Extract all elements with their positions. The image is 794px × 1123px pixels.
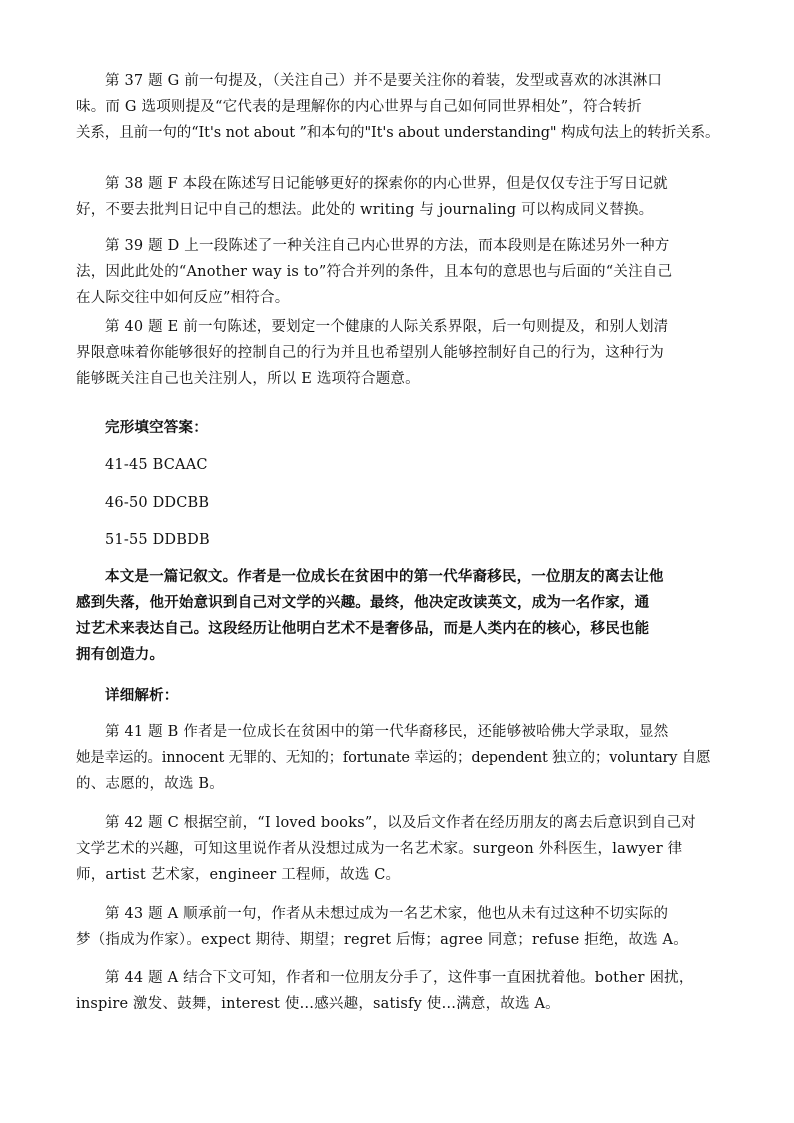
cloze-heading: 完形填空答案： (105, 419, 208, 436)
cloze-answers (76, 415, 726, 441)
detail-line: 第 42 题 C 根据空前，“I loved books”，以及后文作者在经历朋友的离去后意识到自己对 (105, 815, 696, 831)
paragraph-q38 (76, 171, 726, 223)
detail-line: 文学艺术的兴趣，可知这里说作者从没想过成为一名艺术家。surgeon 外科医生，lawyer 律 (76, 841, 683, 857)
paragraph-line: 在人际交往中如何反应”相符合。 (76, 290, 290, 306)
paragraph-q39 (76, 233, 726, 311)
cloze-answer-row (76, 490, 726, 516)
detail-line: 第 44 题 A 结合下文可知，作者和一位朋友分手了，这件事一直困扰着他。bother 困扰， (105, 970, 694, 986)
detail-q41 (76, 719, 726, 797)
summary-paragraph (76, 564, 726, 668)
detail-q42 (76, 810, 726, 888)
paragraph-line: 法，因此此处的“Another way is to”符合并列的条件，且本句的意思也与后面的“关注自己 (76, 264, 673, 280)
paragraph-line: 关系，且前一句的“It's not about ”和本句的"It's about understanding" 构成句法上的转折关系。 (76, 125, 720, 141)
detail-q44 (76, 965, 726, 1017)
detail-q43 (76, 901, 726, 953)
paragraph-line: 界限意味着你能够很好的控制自己的行为并且也希望别人能够控制好自己的行为，这种行为 (76, 345, 664, 361)
paragraph-line: 能够既关注自己也关注别人，所以 E 选项符合题意。 (76, 371, 420, 387)
summary-line: 感到失落，他开始意识到自己对文学的兴趣。最终，他决定改读英文，成为一名作家，通 (76, 594, 650, 611)
answer-line: 41-45 BCAAC (105, 457, 208, 473)
summary-line: 过艺术来表达自己。这段经历让他明白艺术不是奢侈品，而是人类内在的核心，移民也能 (76, 620, 650, 637)
answer-line: 51-55 DDBDB (105, 532, 210, 548)
detail-line: inspire 激发、鼓舞，interest 使…感兴趣，satisfy 使…满意，故选 A。 (76, 996, 560, 1012)
detail-line: 梦（指成为作家）。expect 期待、期望；regret 后悔；agree 同意；refuse 拒绝，故选 A。 (76, 932, 688, 948)
summary-line: 拥有创造力。 (76, 646, 165, 663)
cloze-answer-row (76, 527, 726, 553)
detail-line: 师，artist 艺术家，engineer 工程师，故选 C。 (76, 867, 401, 883)
paragraph-line: 第 40 题 E 前一句陈述，要划定一个健康的人际关系界限，后一句则提及，和别人划清 (105, 319, 669, 335)
paragraph-line: 第 38 题 F 本段在陈述写日记能够更好的探索你的内心世界，但是仅仅专注于写日记就 (105, 176, 668, 192)
summary-line: 本文是一篇记叙文。作者是一位成长在贫困中的第一代华裔移民，一位朋友的离去让他 (105, 568, 664, 585)
detail-line: 的、志愿的，故选 B。 (76, 776, 224, 792)
detail-heading: 详细解析： (105, 687, 179, 704)
paragraph-line: 好，不要去批判日记中自己的想法。此处的 writing 与 journaling 可以构成同义替换。 (76, 202, 654, 218)
paragraph-q40 (76, 314, 726, 392)
detail-heading-block (76, 683, 726, 709)
detail-line: 第 41 题 B 作者是一位成长在贫困中的第一代华裔移民，还能够被哈佛大学录取，显然 (105, 724, 669, 740)
answer-line: 46-50 DDCBB (105, 495, 210, 511)
detail-line: 第 43 题 A 顺承前一句，作者从未想过成为一名艺术家，他也从未有过这种不切实际的 (105, 906, 669, 922)
paragraph-q37 (76, 68, 726, 146)
cloze-answer-row (76, 452, 726, 478)
paragraph-line: 味。而 G 选项则提及“它代表的是理解你的内心世界与自己如何同世界相处”，符合转折 (76, 99, 642, 115)
paragraph-line: 第 39 题 D 上一段陈述了一种关注自己内心世界的方法，而本段则是在陈述另外一种方 (105, 238, 670, 254)
paragraph-line: 第 37 题 G 前一句提及，（关注自己）并不是要关注你的着装，发型或喜欢的冰淇淋口 (105, 73, 663, 89)
detail-line: 她是幸运的。innocent 无罪的、无知的；fortunate 幸运的；dependent 独立的；voluntary 自愿 (76, 750, 711, 766)
